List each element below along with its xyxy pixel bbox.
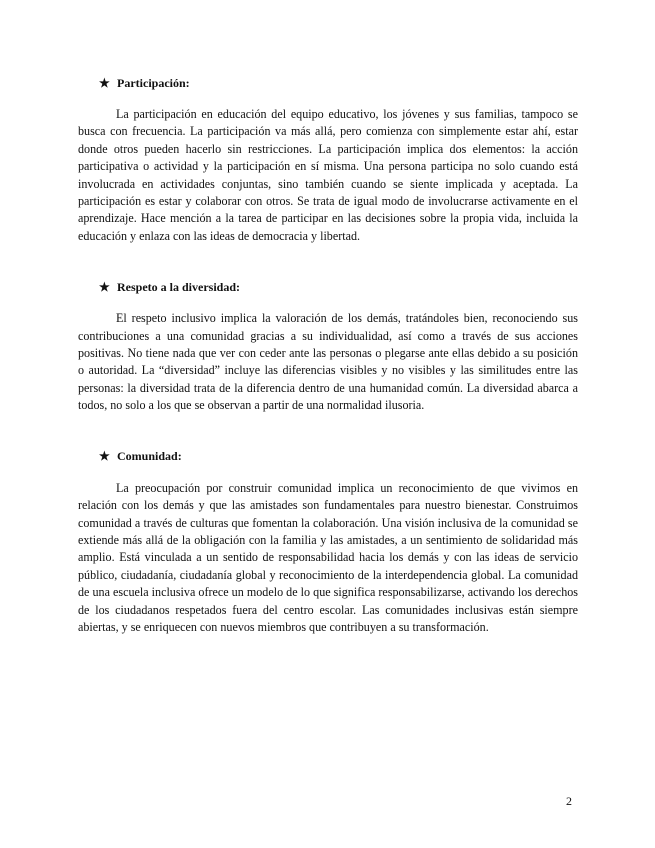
document-page [78, 74, 578, 648]
section-heading [99, 448, 578, 466]
section-comunidad [78, 448, 578, 637]
section-heading [99, 74, 578, 92]
section-heading-text: Participación: [117, 75, 190, 90]
star-icon: ★ [99, 75, 110, 90]
section-participacion [78, 74, 578, 245]
star-icon: ★ [99, 279, 110, 294]
star-icon: ★ [99, 449, 110, 464]
page-number: 2 [566, 794, 572, 808]
section-paragraph: La preocupación por construir comunidad implica un reconocimiento de que vivimos en relación con los demás y que las amistades son fundamentales para nuestro bienestar. Construimos comunidad a través de culturas que fomentan la colaboración. Una visión inclusiva de la comunidad se extiende más allá de la obligación con la familia y las amistades, a un sentimiento de solidaridad más amplio. Está vinculada a un sentido de responsabilidad hacia los demás y con las ideas de servicio público, ciudadanía, ciudadanía global y reconocimiento de la interdependencia global. La comunidad de una escuela inclusiva ofrece un modelo de lo que significa responsabilizarse, activando los derechos de los ciudadanos respetados fuera del centro escolar. Las comunidades inclusivas están siempre abiertas, y se enriquecen con nuevos miembros que contribuyen a su transformación. [78, 480, 578, 634]
section-paragraph: La participación en educación del equipo educativo, los jóvenes y sus familias, tampoco se busca con frecuencia. La participación va más allá, pero comienza con simplemente estar ahí, estar donde otros pueden hacerlo sin restricciones. La participación implica dos elementos: la acción participativa o actividad y la participación en sí misma. Una persona participa no solo cuando está involucrada en actividades conjuntas, sino también cuando se siente implicada y aceptada. La participación es estar y colaborar con otros. Se trata de igual modo de involucrarse activamente en el aprendizaje. Hace mención a la tarea de participar en las decisiones sobre la propia vida, incluida la educación y enlaza con las ideas de democracia y libertad. [78, 107, 578, 243]
section-paragraph: El respeto inclusivo implica la valoración de los demás, tratándoles bien, reconociendo sus contribuciones a una comunidad gracias a su individualidad, así como a través de sus acciones positivas. No tiene nada que ver con ceder ante las personas o plegarse ante ellas debido a su posición o autoridad. La “diversidad” incluye las diferencias visibles y no visibles y las similitudes entre las personas: la diversidad trata de la diferencia dentro de una humanidad común. La diversidad abarca a todos, no solo a los que se observan a partir de una normalidad ilusoria. [78, 311, 578, 413]
section-respeto-diversidad [78, 278, 578, 414]
section-heading-text: Respeto a la diversidad: [117, 279, 240, 294]
section-heading [99, 278, 578, 296]
section-heading-text: Comunidad: [117, 449, 182, 464]
